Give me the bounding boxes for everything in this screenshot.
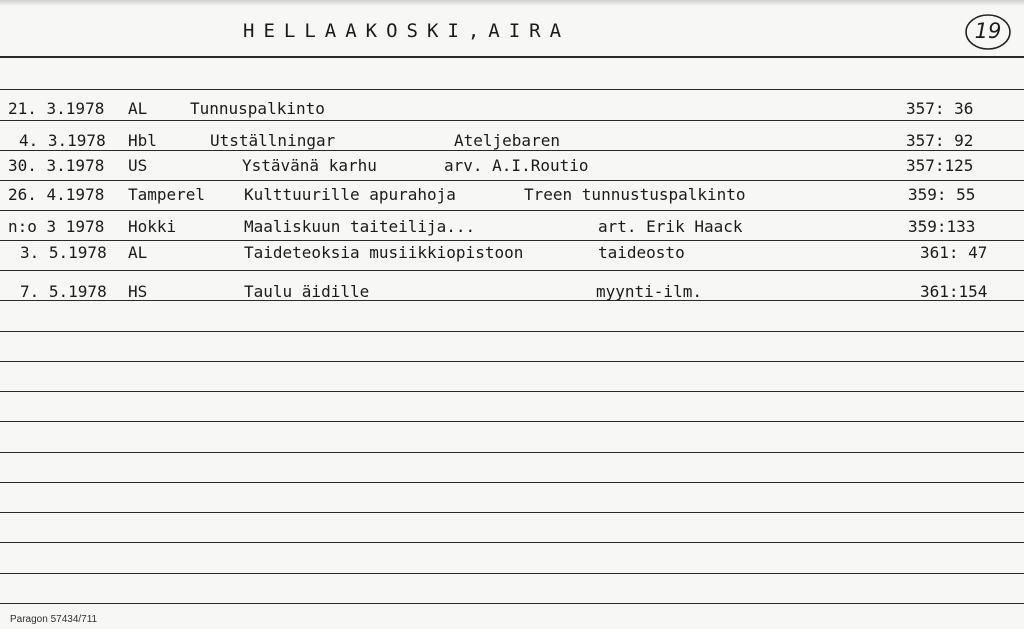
- line-rule: [0, 300, 1024, 301]
- entry-ref: 359:133: [908, 217, 976, 236]
- line-rule: [0, 452, 1024, 453]
- card-title: HELLAAKOSKI,AIRA: [243, 20, 571, 42]
- line-rule: [0, 391, 1024, 392]
- entry-note: art. Erik Haack: [598, 217, 743, 236]
- line-rule: [0, 270, 1024, 271]
- line-rule: [0, 210, 1024, 211]
- entry-source: US: [128, 156, 148, 175]
- entry-title: Tunnuspalkinto: [190, 99, 325, 118]
- entry-title: Ystävänä karhu: [242, 156, 377, 175]
- line-rule: [0, 120, 1024, 121]
- entry-date: 4. 3.1978: [19, 131, 106, 150]
- line-rule: [0, 573, 1024, 574]
- entry-ref: 357: 36: [906, 99, 974, 118]
- line-rule: [0, 150, 1024, 151]
- entry-note: arv. A.I.Routio: [444, 156, 589, 175]
- line-rule: [0, 331, 1024, 332]
- entry-note: taideosto: [598, 243, 685, 262]
- printer-imprint: Paragon 57434/711: [10, 614, 98, 625]
- entry-source: Tamperel: [128, 185, 206, 204]
- line-rule: [0, 361, 1024, 362]
- card-number-circle: [964, 12, 1012, 52]
- entry-title: Taulu äidille: [244, 282, 370, 301]
- header-rule: [0, 56, 1024, 58]
- line-rule: [0, 240, 1024, 241]
- entry-note: Ateljebaren: [454, 131, 560, 150]
- entry-title: Maaliskuun taiteilija...: [244, 217, 476, 236]
- line-rule: [0, 542, 1024, 543]
- entry-date: 3. 5.1978: [20, 243, 107, 262]
- entry-note: Treen tunnustuspalkinto: [524, 185, 746, 204]
- line-rule: [0, 180, 1024, 181]
- line-rule: [0, 603, 1024, 604]
- entry-ref: 361:154: [920, 282, 988, 301]
- entry-note: myynti-ilm.: [596, 282, 702, 301]
- line-rule: [0, 89, 1024, 90]
- entry-ref: 357:125: [906, 156, 974, 175]
- line-rule: [0, 482, 1024, 483]
- entry-date: 30. 3.1978: [8, 156, 105, 175]
- entry-date: 26. 4.1978: [8, 185, 105, 204]
- entry-date: 21. 3.1978: [8, 99, 105, 118]
- entry-title: Kulttuurille apurahoja: [244, 185, 456, 204]
- line-rule: [0, 421, 1024, 422]
- entry-ref: 357: 92: [906, 131, 974, 150]
- entry-source: Hokki: [128, 217, 177, 236]
- entry-date: n:o 3 1978: [8, 217, 105, 236]
- entry-source: AL: [128, 243, 148, 262]
- entry-title: Utställningar: [210, 131, 336, 150]
- entry-source: HS: [128, 282, 148, 301]
- entry-date: 7. 5.1978: [20, 282, 107, 301]
- line-rule: [0, 512, 1024, 513]
- entry-ref: 359: 55: [908, 185, 976, 204]
- scan-edge-shadow: [0, 0, 1024, 6]
- card-number: 19: [974, 19, 1002, 43]
- entry-source: AL: [128, 99, 148, 118]
- entry-source: Hbl: [128, 131, 157, 150]
- entry-ref: 361: 47: [920, 243, 988, 262]
- entry-title: Taideteoksia musiikkiopistoon: [244, 243, 524, 262]
